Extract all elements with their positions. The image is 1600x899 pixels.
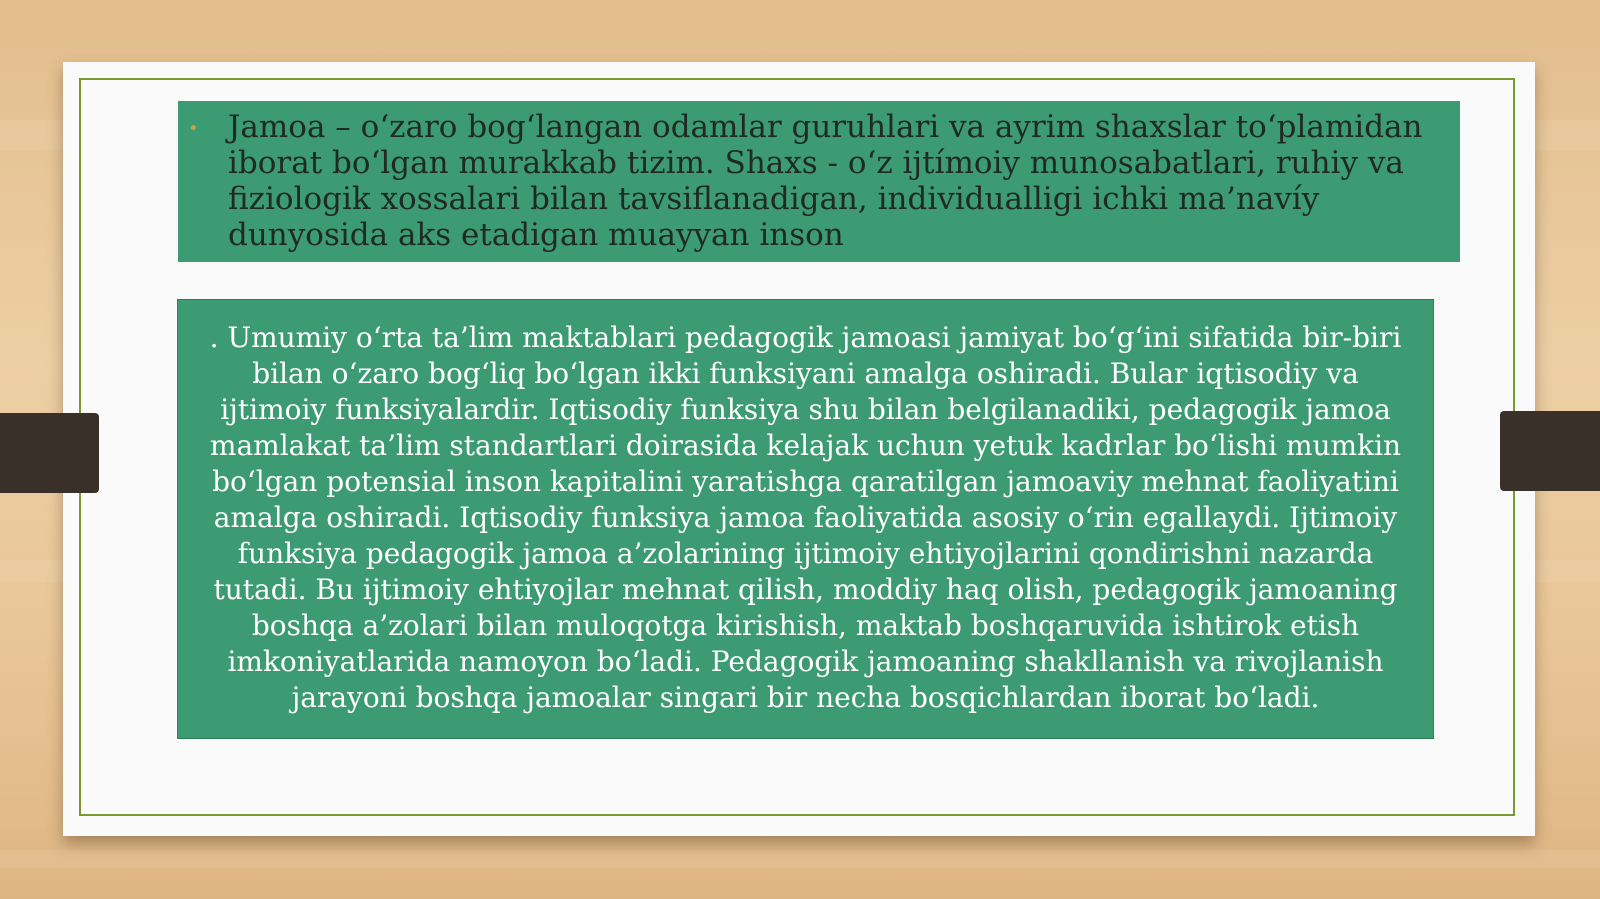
definition-text: Jamoa – o‘zaro bog‘langan odamlar guruhlari va ayrim shaxslar to‘plamidan iborat bo‘lgan murakkab tizim. Shaxs - o‘z ijtímoiy munosabatlari, ruhiy va fiziologik xossalari bilan tavsiflanadigan, individualligi ichki ma’navíy dunyosida aks etadigan muayyan inson bbox=[228, 109, 1423, 253]
definition-box bbox=[178, 101, 1460, 262]
body-text: . Umumiy o‘rta ta’lim maktablari pedagogik jamoasi jamiyat bo‘g‘ini sifatida bir-biri bilan o‘zaro bog‘liq bo‘lgan ikki funksiyani amalga oshiradi. Bular iqtisodiy va ijtimoiy funksiyalardir. Iqtisodiy funksiya shu bilan belgilanadiki, pedagogik jamoa mamlakat ta’lim standartlari doirasida kelajak uchun yetuk kadrlar bo‘lishi mumkin bo‘lgan potensial inson kapitalini yaratishga qaratilgan jamoaviy mehnat faoliyatini amalga oshiradi. Iqtisodiy funksiya jamoa faoliyatida asosiy o‘rin egallaydi. Ijtimoiy funksiya pedagogik jamoa a’zolarining ijtimoiy ehtiyojlarini qondirishni nazarda tutadi. Bu ijtimoiy ehtiyojlar mehnat qilish, moddiy haq olish, pedagogik jamoaning boshqa a’zolari bilan muloqotga kirishish, maktab boshqaruvida ishtirok etish imkoniyatlarida namoyon bo‘ladi. Pedagogik jamoaning shakllanish va rivojlanish jarayoni boshqa jamoalar singari bir necha bosqichlardan iborat bo‘ladi. bbox=[209, 321, 1402, 714]
binder-tab-left bbox=[0, 413, 99, 493]
bullet-icon: • bbox=[188, 118, 199, 139]
wood-grain bbox=[0, 850, 1600, 868]
binder-tab-right bbox=[1500, 411, 1600, 491]
body-box bbox=[177, 299, 1434, 739]
